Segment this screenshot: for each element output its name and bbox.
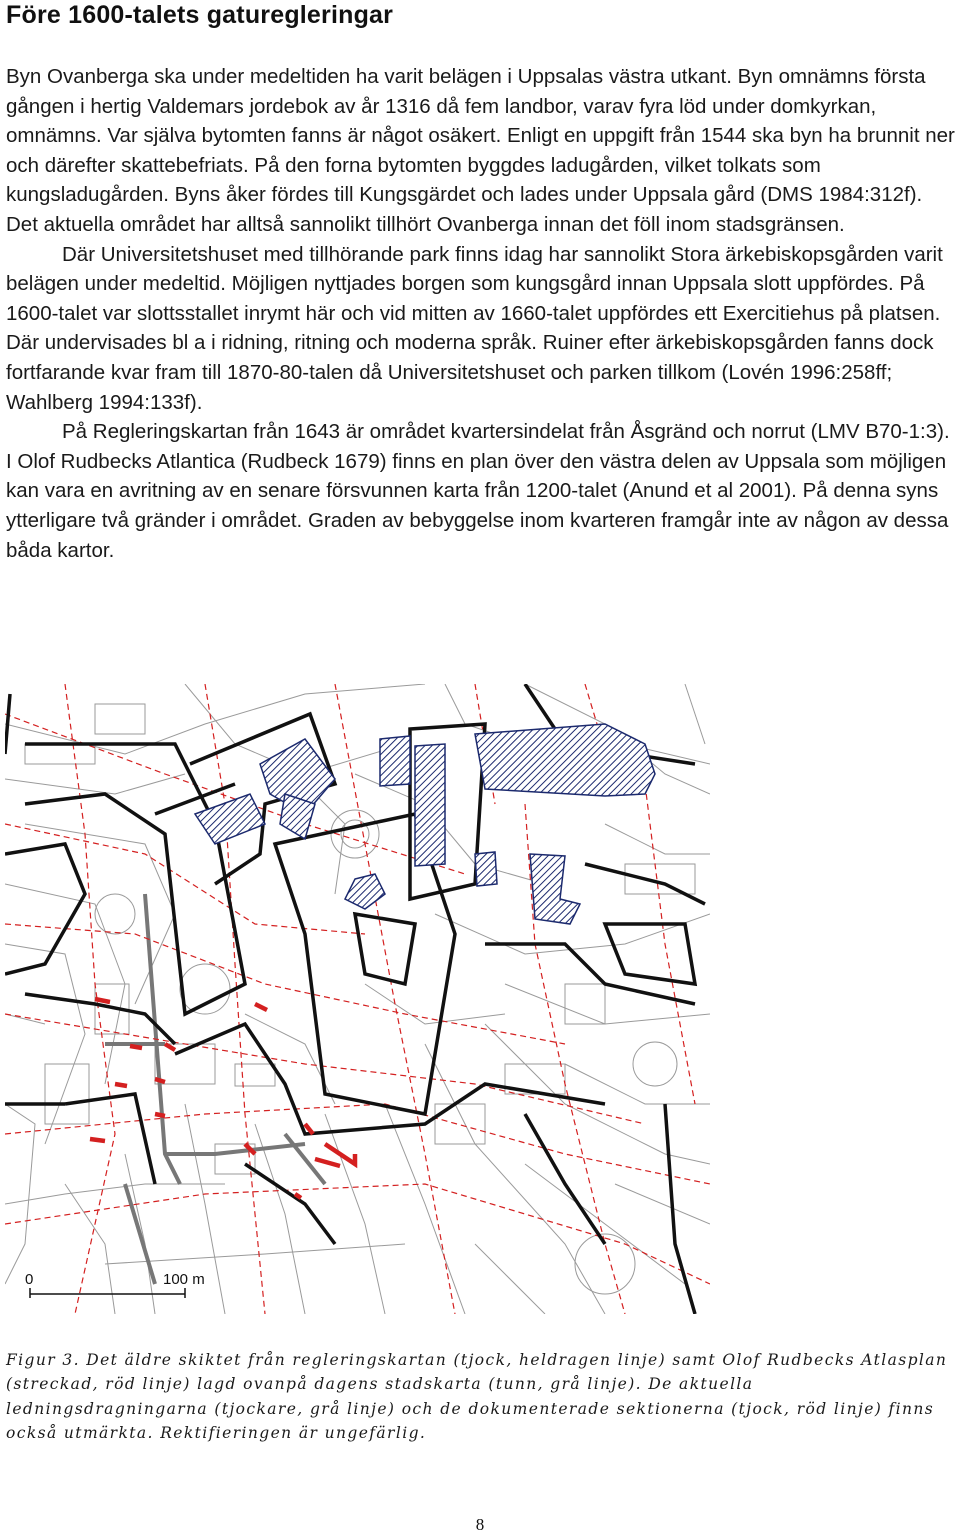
page-number: 8 bbox=[475, 1515, 485, 1534]
utility-lines bbox=[105, 894, 325, 1284]
scale-label-end: 100 m bbox=[163, 1271, 205, 1288]
paragraph-1: Byn Ovanberga ska under medeltiden ha varit belägen i Uppsalas västra utkant. Byn omnämns första gången i hertig Valdemars jordebok av år 1316 då fem landbor, varav fyra löd under domkyrkan, omnämns. Var själva bytomten fanns är något osäkert. Enligt en uppgift från 1544 ska byn ha brunnit ner och därefter skattebefriats. På den forna bytomten byggdes ladugården, vilket tolkats som kungsladugården. Byns åker fördes till Kungsgärdet och lades under Uppsala gård (DMS 1984:312f). Det aktuella området har alltså sannolikt tillhört Ovanberga innan det föll inom stadsgränsen. bbox=[6, 65, 955, 236]
body-text bbox=[6, 62, 956, 565]
rectified-map-figure bbox=[5, 684, 710, 1314]
paragraph-2: Där Universitetshuset med tillhörande park finns idag har sannolikt Stora ärkebiskopsgården varit belägen under medeltid. Möjligen nyttjades borgen som kungsgård innan Uppsala slott uppfördes. På 1600-talet var slottsstallet inrymt här och vid mitten av 1660-talet uppfördes ett Exercitiehus på platsen. Där undervisades bl a i ridning, ritning och moderna språk. Ruiner efter ärkebiskopsgården fanns dock fortfarande kvar fram till 1870-80-talen då Universitetshuset och parken tillkom (Lovén 1996:258ff; Wahlberg 1994:133f). bbox=[6, 242, 943, 414]
paragraph-3: På Regleringskartan från 1643 är området kvartersindelat från Åsgränd och norrut (LMV B70-1:3). I Olof Rudbecks Atlantica (Rudbeck 1679) finns en plan över den västra delen av Uppsala som möjligen kan vara en avritning av en senare försvunnen karta från 1200-talet (Anund et al 2001). På denna syns ytterligare två gränder i området. Graden av bebyggelse inom kvarteren framgår inte av någon av dessa båda kartor. bbox=[6, 420, 950, 562]
section-heading: Före 1600-talets gaturegleringar bbox=[6, 1, 394, 29]
scale-bar bbox=[25, 1271, 205, 1298]
scale-label-start: 0 bbox=[25, 1271, 34, 1288]
figure-caption: Figur 3. Det äldre skiktet från regleringskartan (tjock, heldragen linje) samt Olof Rudbecks Atlasplan (streckad, röd linje) lagd ovanpå dagens stadskarta (tunn, grå linje). De aktuella ledningsdragningarna (tjockare, grå linje) och de dokumenterade sektionerna (tjock, röd linje) finns också utmärkta. Rektifieringen är ungefärlig. bbox=[6, 1351, 948, 1443]
